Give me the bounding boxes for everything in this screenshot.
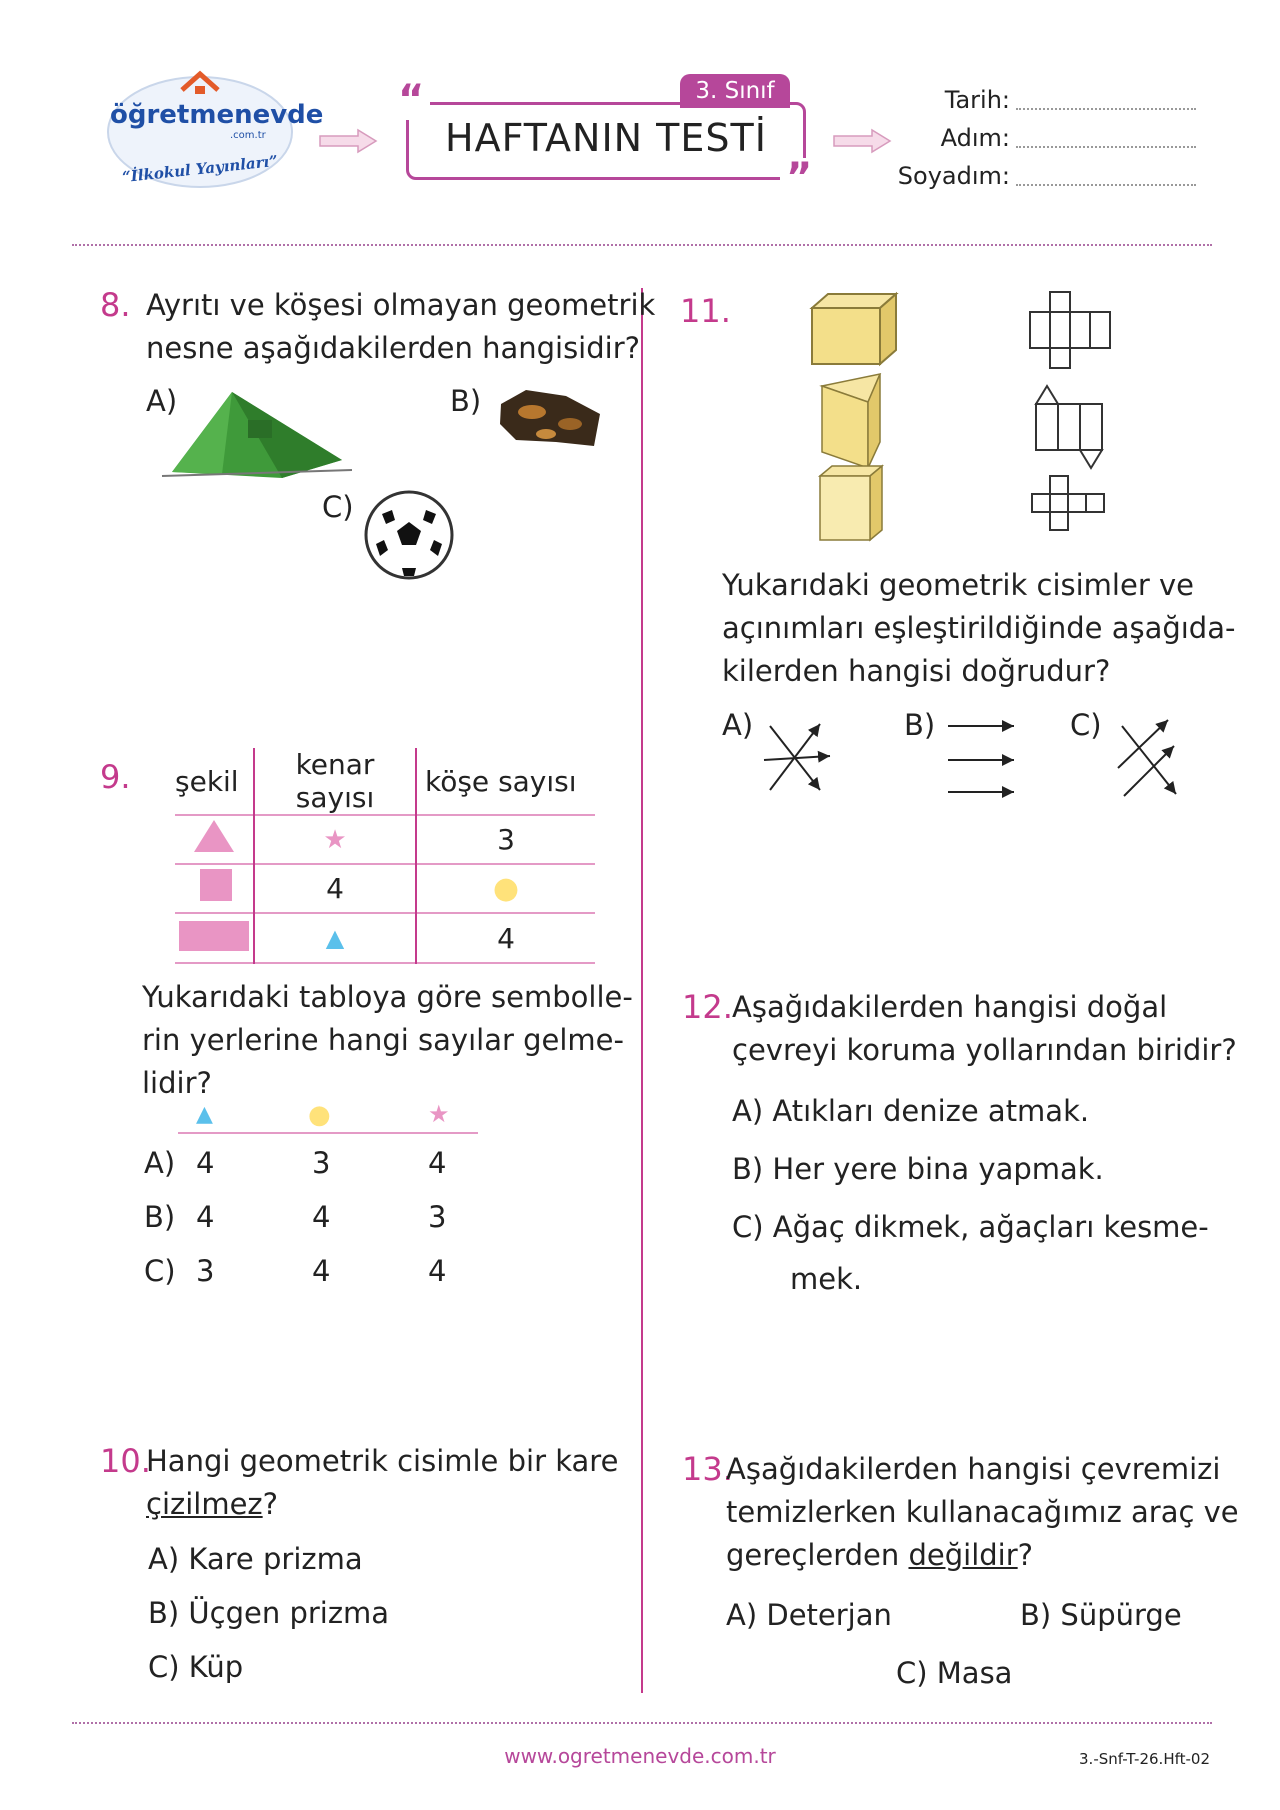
emphasis-text: değildir xyxy=(908,1538,1018,1572)
publisher-logo xyxy=(100,60,324,210)
date-field[interactable] xyxy=(1016,108,1196,110)
option-a-label[interactable]: A) xyxy=(146,384,178,418)
cube-net-icon xyxy=(1028,290,1118,370)
option-b-label[interactable]: B) xyxy=(450,384,482,418)
square-prism-net-icon xyxy=(1030,474,1120,538)
logo-tagline: “İlkokul Yayınları” xyxy=(121,151,279,187)
option-label[interactable]: A) xyxy=(144,1146,176,1180)
grade-tab: 3. Sınıf xyxy=(680,74,790,108)
text-fragment: gereçlerden xyxy=(726,1538,909,1572)
table-cell: 4 xyxy=(497,921,515,955)
crossed-arrows-icon xyxy=(1112,716,1192,800)
punctuation: ? xyxy=(1017,1538,1034,1572)
question-text-line: Aşağıdakilerden hangisi çevremizi xyxy=(726,1452,1221,1486)
table-row xyxy=(175,864,595,913)
circle-symbol-icon: ● xyxy=(308,1100,331,1130)
footer-divider xyxy=(72,1722,1212,1724)
question-text-line: rin yerlerine hangi sayılar gelme- xyxy=(142,1023,624,1057)
question-text xyxy=(142,976,633,1105)
question-text-line: Ayrıtı ve köşesi olmayan geometrik xyxy=(146,288,656,322)
question-number: 10. xyxy=(100,1442,151,1480)
option-value: 3 xyxy=(312,1146,331,1180)
soccer-ball-icon[interactable] xyxy=(362,488,456,582)
question-text-line: kilerden hangisi doğrudur? xyxy=(722,654,1111,688)
option-c-continuation: mek. xyxy=(790,1262,863,1296)
question-text-line xyxy=(146,1483,618,1526)
option-value: 4 xyxy=(312,1200,331,1234)
surname-label: Soyadım: xyxy=(897,162,1010,190)
question-text-line xyxy=(726,1534,1239,1577)
logo-brand-text: öğretmenevde xyxy=(110,100,324,130)
footer-url-link[interactable]: www.ogretmenevde.com.tr xyxy=(504,1744,776,1768)
table-cell: 3 xyxy=(497,823,515,856)
name-field[interactable] xyxy=(1016,146,1196,148)
page-title: HAFTANIN TESTİ xyxy=(445,116,767,160)
surname-field[interactable] xyxy=(1016,184,1196,186)
question-text xyxy=(146,284,655,370)
option-label[interactable]: B) xyxy=(144,1200,176,1234)
option-value: 4 xyxy=(312,1254,331,1288)
option-a[interactable]: A) Atıkları denize atmak. xyxy=(732,1094,1090,1128)
triangle-symbol-icon: ▲ xyxy=(254,913,416,963)
option-value: 3 xyxy=(196,1254,215,1288)
circle-symbol-icon: ● xyxy=(492,871,520,906)
option-b[interactable]: B) Her yere bina yapmak. xyxy=(732,1152,1104,1186)
question-number: 11. xyxy=(680,292,731,330)
question-text-line: lidir? xyxy=(142,1066,212,1100)
table-header: kenar sayısı xyxy=(254,748,416,815)
cube-solid-icon xyxy=(806,290,906,370)
date-label: Tarih: xyxy=(944,86,1010,114)
table-header: köşe sayısı xyxy=(425,764,577,798)
name-label: Adım: xyxy=(940,124,1010,152)
option-c[interactable]: C) Ağaç dikmek, ağaçları kesme- xyxy=(732,1210,1209,1244)
question-text-line: Aşağıdakilerden hangisi doğal xyxy=(732,990,1168,1024)
rectangle-shape-icon xyxy=(177,915,251,955)
emphasis-text: çizilmez xyxy=(146,1487,263,1521)
column-divider xyxy=(641,288,643,1693)
option-c-label[interactable]: C) xyxy=(322,490,354,524)
option-c[interactable]: C) Küp xyxy=(148,1650,244,1684)
question-text-line: açınımları eşleştirildiğinde aşağıda- xyxy=(722,611,1236,645)
question-text xyxy=(146,1440,618,1526)
open-quote-icon: “ xyxy=(392,80,430,120)
option-b[interactable]: B) Süpürge xyxy=(1020,1598,1182,1632)
square-shape-icon xyxy=(192,865,236,905)
triangular-prism-icon xyxy=(818,372,898,472)
table-row xyxy=(175,815,595,864)
star-symbol-icon: ★ xyxy=(254,815,416,864)
parallel-arrows-icon xyxy=(944,714,1024,804)
star-symbol-icon: ★ xyxy=(428,1100,450,1128)
table-header: şekil xyxy=(175,748,254,815)
option-label[interactable]: A) xyxy=(722,708,754,742)
question-number: 12. xyxy=(682,988,733,1026)
question-number: 8. xyxy=(100,286,131,324)
answer-header-line xyxy=(178,1132,478,1134)
shape-table xyxy=(175,748,595,964)
option-value: 3 xyxy=(428,1200,447,1234)
punctuation: ? xyxy=(262,1487,279,1521)
square-prism-icon xyxy=(816,464,896,544)
question-text-line: nesne aşağıdakilerden hangisidir? xyxy=(146,331,641,365)
tent-icon[interactable] xyxy=(152,380,352,490)
question-text-line: Yukarıdaki tabloya göre sembolle- xyxy=(142,980,633,1014)
question-text xyxy=(732,986,1237,1072)
option-c[interactable]: C) Masa xyxy=(896,1656,1013,1690)
question-number: 9. xyxy=(100,758,131,796)
option-a[interactable]: A) Deterjan xyxy=(726,1598,892,1632)
option-label[interactable]: C) xyxy=(1070,708,1102,742)
logo-cloud-icon xyxy=(100,60,324,210)
option-value: 4 xyxy=(428,1254,447,1288)
option-a[interactable]: A) Kare prizma xyxy=(148,1542,363,1576)
header-divider xyxy=(72,244,1212,246)
question-text-line: Hangi geometrik cisimle bir kare xyxy=(146,1444,619,1478)
option-label[interactable]: C) xyxy=(144,1254,176,1288)
table-row xyxy=(175,913,595,963)
arrow-right-icon xyxy=(318,128,380,154)
logo-domain-text: .com.tr xyxy=(230,130,266,141)
wood-log-icon[interactable] xyxy=(496,384,606,454)
question-number: 13. xyxy=(682,1450,733,1488)
question-text xyxy=(726,1448,1239,1577)
table-cell: 4 xyxy=(254,864,416,913)
triangular-prism-net-icon xyxy=(1034,384,1114,474)
document-code: 3.-Snf-T-26.Hft-02 xyxy=(1079,1750,1210,1768)
question-text-line: Yukarıdaki geometrik cisimler ve xyxy=(722,568,1194,602)
option-value: 4 xyxy=(428,1146,447,1180)
option-value: 4 xyxy=(196,1146,215,1180)
close-quote-icon: ” xyxy=(780,158,818,198)
option-b[interactable]: B) Üçgen prizma xyxy=(148,1596,390,1630)
triangle-shape-icon xyxy=(192,816,236,856)
crossed-arrows-icon xyxy=(760,716,840,796)
option-value: 4 xyxy=(196,1200,215,1234)
option-label[interactable]: B) xyxy=(904,708,936,742)
triangle-symbol-icon: ▲ xyxy=(196,1102,213,1127)
question-text-line: çevreyi koruma yollarından biridir? xyxy=(732,1033,1237,1067)
question-text xyxy=(722,564,1235,693)
question-text-line: temizlerken kullanacağımız araç ve xyxy=(726,1495,1239,1529)
